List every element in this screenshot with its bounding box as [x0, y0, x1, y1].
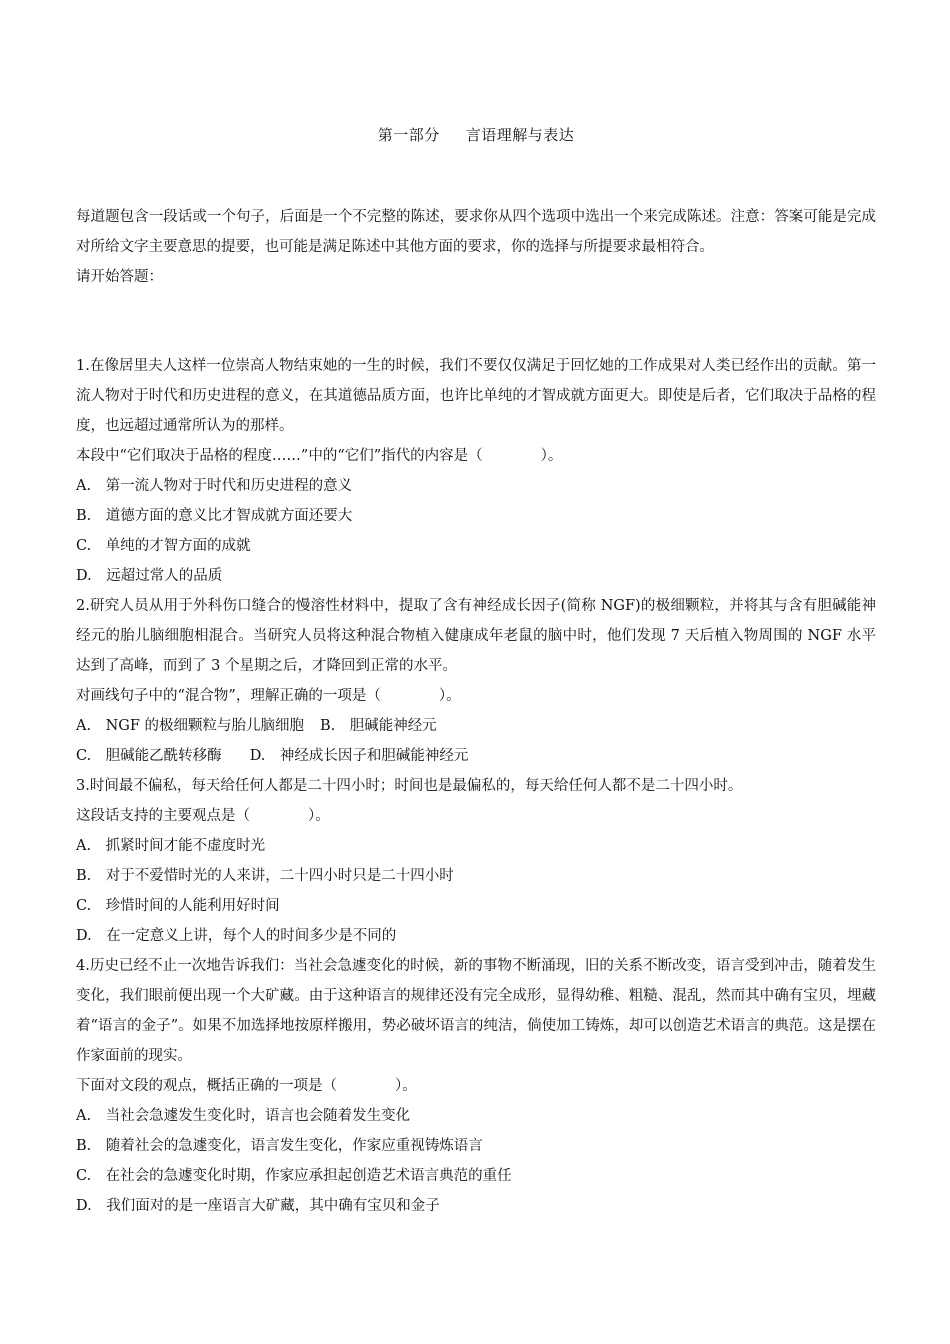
option-d[interactable]: D. 在一定意义上讲，每个人的时间多少是不同的: [76, 928, 397, 944]
question-passage: 3.时间最不偏私，每天给任何人都是二十四小时；时间也是最偏私的，每天给任何人都不是二十四小时。: [76, 778, 743, 794]
option-a[interactable]: A. NGF 的极细颗粒与胎儿脑细胞: [76, 718, 305, 734]
option-c[interactable]: C. 珍惜时间的人能利用好时间: [76, 898, 280, 914]
section-title: [76, 124, 876, 145]
option-a[interactable]: A. 抓紧时间才能不虚度时光: [76, 838, 266, 854]
question-3: [76, 771, 876, 951]
section-part: 第一部分: [377, 126, 440, 144]
question-2: [76, 591, 876, 771]
option-b[interactable]: B. 胆碱能神经元: [320, 718, 437, 734]
question-stem: 这段话支持的主要观点是（ ）。: [76, 808, 330, 824]
question-1: [76, 351, 876, 591]
question-stem: 下面对文段的观点，概括正确的一项是（ ）。: [76, 1078, 417, 1094]
instructions: [76, 202, 876, 292]
options-row-ab: [76, 711, 876, 741]
section-name: 言语理解与表达: [465, 126, 575, 144]
question-stem: 对画线句子中的“混合物”，理解正确的一项是（ ）。: [76, 688, 461, 704]
options-row-cd: [76, 741, 876, 771]
instructions-text: 每道题包含一段话或一个句子，后面是一个不完整的陈述，要求你从四个选项中选出一个来完成陈述。注意：答案可能是完成对所给文字主要意思的提要，也可能是满足陈述中其他方面的要求，你的选择与所提要求最相符合。: [76, 209, 876, 255]
question-stem: 本段中“它们取决于品格的程度……”中的“它们”指代的内容是（ ）。: [76, 448, 563, 464]
question-passage: 2.研究人员从用于外科伤口缝合的慢溶性材料中，提取了含有神经成长因子(简称 NGF)的极细颗粒，并将其与含有胆碱能神经元的胎儿脑细胞相混合。当研究人员将这种混合物植入健康成年老鼠的脑中时，他们发现 7 天后植入物周围的 NGF 水平达到了高峰，而到了 3 个星期之后，才降回到正常的水平。: [76, 598, 876, 674]
option-d[interactable]: D. 神经成长因子和胆碱能神经元: [249, 748, 469, 764]
option-b[interactable]: B. 道德方面的意义比才智成就方面还要大: [76, 508, 353, 524]
option-d[interactable]: D. 我们面对的是一座语言大矿藏，其中确有宝贝和金子: [76, 1198, 440, 1214]
instructions-start: 请开始答题：: [76, 269, 163, 285]
option-a[interactable]: A. 当社会急遽发生变化时，语言也会随着发生变化: [76, 1108, 411, 1124]
question-passage: 1.在像居里夫人这样一位崇高人物结束她的一生的时候，我们不要仅仅满足于回忆她的工作成果对人类已经作出的贡献。第一流人物对于时代和历史进程的意义，在其道德品质方面，也许比单纯的才智成就方面更大。即使是后者，它们取决于品格的程度，也远超过通常所认为的那样。: [76, 358, 876, 434]
question-passage: 4.历史已经不止一次地告诉我们：当社会急遽变化的时候，新的事物不断涌现，旧的关系不断改变，语言受到冲击，随着发生变化，我们眼前便出现一个大矿藏。由于这种语言的规律还没有完全成形，显得幼稚、粗糙、混乱，然而其中确有宝贝，埋藏着“语言的金子”。如果不加选择地按原样搬用，势必破坏语言的纯洁，倘使加工铸炼，却可以创造艺术语言的典范。这是摆在作家面前的现实。: [76, 958, 876, 1064]
option-c[interactable]: C. 胆碱能乙酰转移酶: [76, 748, 222, 764]
option-c[interactable]: C. 在社会的急遽变化时期，作家应承担起创造艺术语言典范的重任: [76, 1168, 512, 1184]
option-b[interactable]: B. 对于不爱惜时光的人来讲，二十四小时只是二十四小时: [76, 868, 454, 884]
option-b[interactable]: B. 随着社会的急遽变化，语言发生变化，作家应重视铸炼语言: [76, 1138, 483, 1154]
option-a[interactable]: A. 第一流人物对于时代和历史进程的意义: [76, 478, 353, 494]
question-4: [76, 951, 876, 1221]
option-c[interactable]: C. 单纯的才智方面的成就: [76, 538, 251, 554]
option-d[interactable]: D. 远超过常人的品质: [76, 568, 223, 584]
